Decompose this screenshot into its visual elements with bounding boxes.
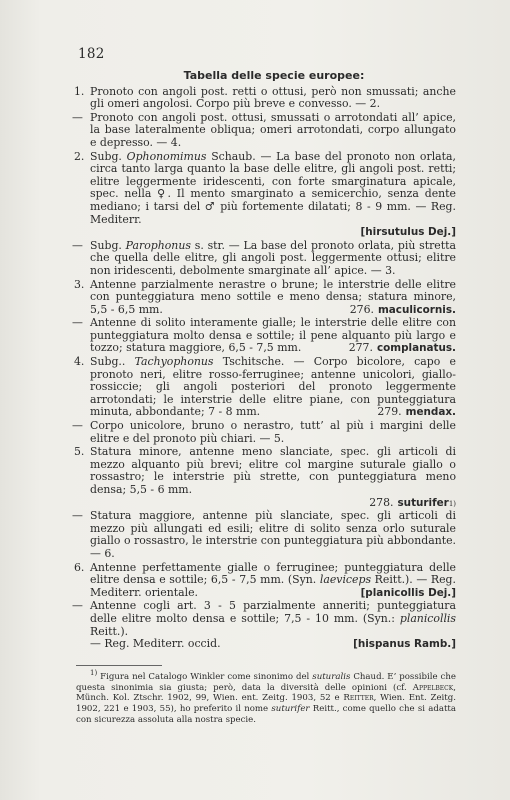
couplet-5-alt (72, 509, 456, 560)
table-heading: Tabella delle specie europee: (183, 69, 365, 82)
couplet-text: Pronoto con angoli post. ottusi, smussati o arrotondati all’ apice, la base lateralmente obliqua; omeri arrotondati, corpo allungato e depresso. — 4. (90, 110, 456, 149)
couplet-2-alt (72, 238, 456, 278)
species-table (72, 69, 456, 726)
species-name: [hispanus Ramb.] (353, 638, 456, 651)
species-line (361, 587, 456, 600)
couplet-label: 5. (74, 445, 85, 459)
footnote-text: , Münch. Kol. Ztschr. 1902, 99, Wien. ent. Zeitg. 1903, 52 e (76, 682, 456, 704)
species-line (377, 406, 456, 419)
couplet-text: Corpo unicolore, bruno o nerastro, tutt’ al più i margini delle elitre e del pronoto più chiari. — 5. (90, 419, 456, 445)
subgenus-name: Tachyophonus (134, 355, 214, 369)
footnote-divider (76, 665, 162, 666)
couplet-6 (76, 562, 456, 600)
species-name: maculicornis. (377, 303, 456, 316)
couplet-text: Statura minore, antenne meno slanciate, spec. gli articoli di mezzo alquanto più brevi; elitre col margine suturale giallo o rossastro; le interstrie più strette, con punteggiatura meno densa; 5,5 - 6 mm. (90, 445, 456, 496)
couplet-text: Antenne parzialmente nerastre o brune; le interstrie delle elitre con punteggiatura meno sottile e meno densa; statura minore, 5,5 - 6,5 mm. (90, 277, 456, 316)
species-number: 278. (369, 495, 394, 509)
couplet-label: 4. (74, 355, 85, 369)
couplet-text: Statura maggiore, antenne più slanciate, spec. gli articoli di mezzo più allungati ed esili; elitre di solito senza orlo suturale giallo o rossastro, le interstrie con punteggiatura più abbondante. — 6. (90, 509, 456, 560)
couplet-4 (76, 356, 456, 419)
species-number: 277. (348, 341, 373, 355)
couplet-4-alt (72, 419, 456, 445)
couplet-text: Antenne perfettamente gialle o ferruginee; punteggiatura delle elitre densa e sottile; 6,5 - 7,5 mm. (Syn. (90, 560, 456, 587)
footnote (76, 668, 456, 726)
couplet-label: — (72, 509, 82, 523)
couplet-6-alt (72, 599, 456, 651)
subgenus-prefix: Subg. (90, 238, 126, 252)
page-number: 182 (78, 46, 105, 62)
couplet-text: Antenne di solito interamente gialle; le interstrie delle elitre con punteggiatura molto densa e sottile; il pene alquanto più largo e tozzo; statura maggiore, 6,5 - 7,5 mm. (90, 316, 456, 355)
couplet-1 (76, 86, 456, 111)
region-text: — Reg. Mediterr. occid. (90, 637, 221, 651)
couplet-label: — (72, 419, 82, 433)
couplet-3 (76, 279, 456, 317)
species-line: 278. suturifer 1) (369, 495, 456, 509)
couplet-label: — (72, 316, 82, 330)
species-line (90, 226, 456, 239)
subgenus-prefix: Subg. (90, 149, 127, 163)
species-name: [planicollis Dej.] (360, 586, 456, 599)
couplet-label: 3. (74, 277, 85, 291)
couplet-text: Tschitsche. — Corpo bicolore, capo e pronoto neri, elitre rosso-ferruginee; antenne unicolori, giallo-rossiccie; gli angoli posteriori del pronoto leggermente arrotondati; le interstrie delle elitre piane, con punteggiatura minuta, abbondante; 7 - 8 mm. (90, 355, 456, 419)
synonym-name: planicollis (399, 611, 456, 625)
couplet-label: — (72, 110, 82, 124)
species-name: mendax. (405, 406, 456, 419)
footnote-text: , Wien. Ent. Zeitg. 1902, 221 e 1903, 55), ho preferito il nome (76, 693, 456, 715)
footnote-text: Figura nel Catalogo Winkler come sinonimo del (97, 671, 313, 682)
synonym-name: laeviceps (319, 573, 372, 587)
species-name: [hirsutulus Dej.] (360, 226, 456, 239)
footnote-author: Reitter (343, 693, 374, 704)
couplet-label: — (72, 599, 82, 613)
species-line (90, 638, 456, 651)
couplet-1-alt (72, 110, 456, 150)
couplet-label: 2. (74, 149, 85, 163)
couplet-text: Pronoto con angoli post. retti o ottusi, però non smussati; anche gli omeri angolosi. Corpo più breve e convesso. — 2. (90, 84, 456, 111)
couplet-3-alt (72, 316, 456, 355)
species-line (350, 304, 456, 317)
subgenus-prefix: Subg.. (90, 355, 135, 369)
couplet-text: Reitt.). (90, 624, 129, 638)
species-line (349, 342, 456, 355)
footnote-italic: suturifer (271, 704, 310, 715)
species-name: suturifer (397, 496, 449, 509)
subgenus-name: Ophonomimus (126, 149, 207, 163)
footnote-author: Appelbeck (412, 682, 454, 693)
subgenus-name: Parophonus (125, 238, 191, 252)
couplet-text: Antenne cogli art. 3 - 5 parzialmente anneriti; punteggiatura delle elitre molto densa e sottile; 7,5 - 10 mm. (Syn.: (90, 599, 456, 625)
couplet-text: Reitt.). — Reg. Mediterr. orientale. (90, 573, 456, 599)
couplet-text: Schaub. — La base del pronoto non orlata, circa tanto larga quanto la base delle elitre, gli angoli post. retti; elitre leggermente iridescenti, con forte smarginatura apicale, spec. nella ♀. Il mento smarginato a semicerchio, senza dente mediano; i tarsi del ♂ più fortemente dilatati; 8 - 9 mm. — Reg. Mediterr. (90, 149, 456, 226)
species-name: complanatus. (376, 342, 456, 355)
footnote-text: Reitt., come quello che si adatta con sicurezza assoluta alla nostra specie. (76, 704, 456, 725)
footnote-italic: suturalis (312, 671, 351, 682)
species-number: 279. (377, 405, 402, 419)
couplet-2 (76, 151, 456, 239)
couplet-5 (76, 446, 456, 509)
couplet-label: 1. (74, 84, 85, 98)
footnote-text: Chaud. E’ possibile che questa sinonimia sia giusta; però, data la diversità delle opinioni (cf. (76, 671, 456, 693)
couplet-label: — (72, 238, 82, 252)
couplet-text: s. str. — La base del pronoto orlata, più stretta che quella delle elitre, gli angoli post. leggermente ottusi; elitre non iridescenti, debolmente smarginate all’ apice. — 3. (90, 238, 456, 277)
footnote-mark: 1) (90, 668, 98, 677)
species-number: 276. (349, 302, 374, 316)
couplet-label: 6. (74, 560, 85, 574)
